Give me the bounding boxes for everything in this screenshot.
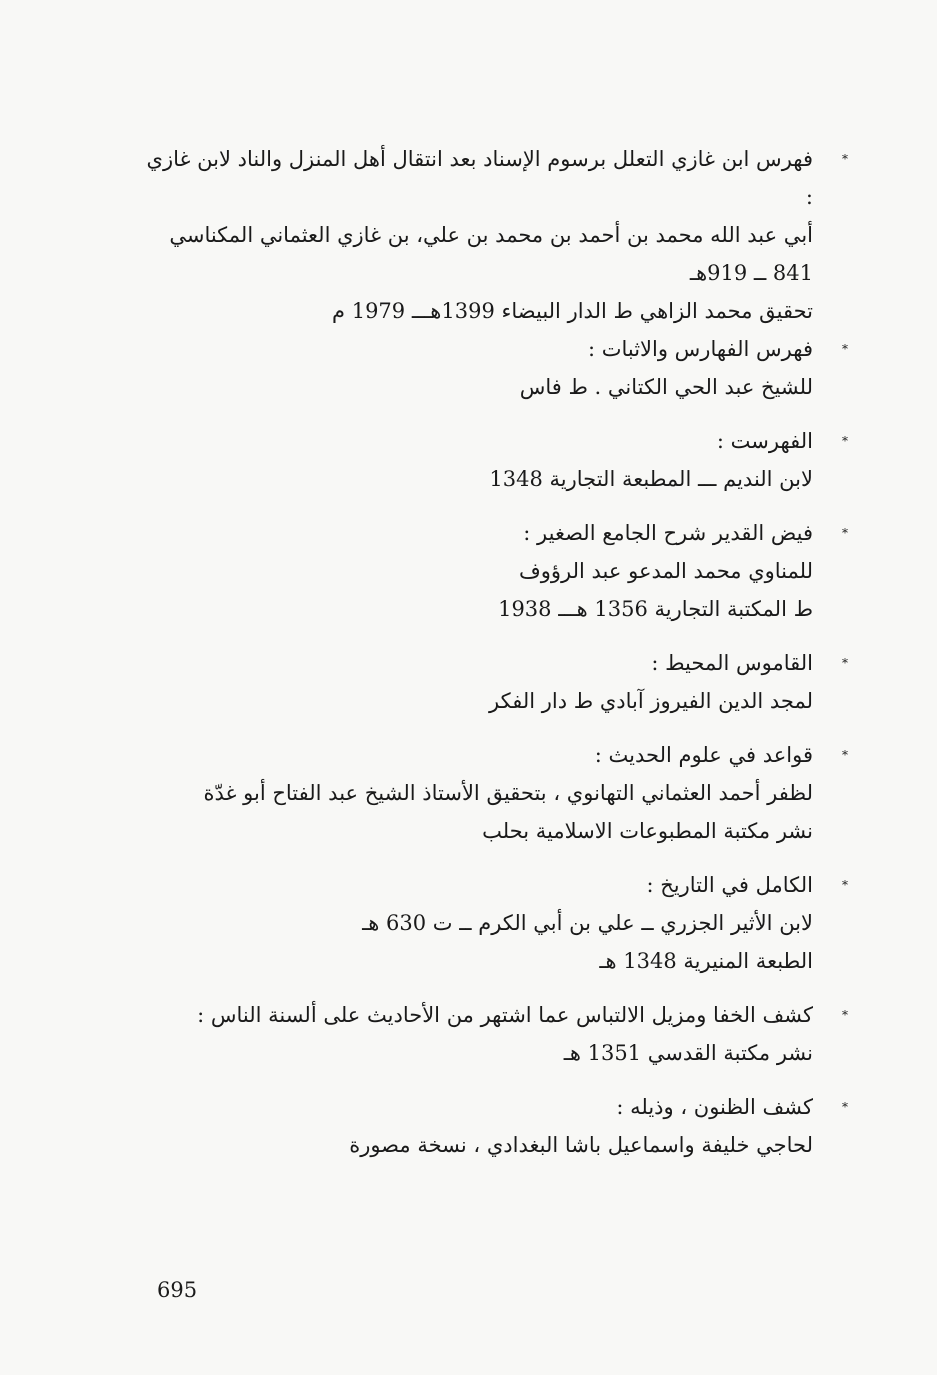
bullet-icon: * bbox=[842, 748, 848, 762]
entry-line: لظفر أحمد العثماني التهانوي ، بتحقيق الأستاذ الشيخ عبد الفتاح أبو غدّة bbox=[203, 781, 813, 805]
entry-line: الطبعة المنيرية 1348 هـ bbox=[599, 949, 813, 973]
entry-line: أبي عبد الله محمد بن أحمد بن محمد بن علي، بن غازي العثماني المكناسي bbox=[169, 223, 813, 247]
entry-line: لابن الأثير الجزري ــ علي بن أبي الكرم ــ ت 630 هـ bbox=[362, 911, 813, 935]
entry-line: للمناوي محمد المدعو عبد الرؤوف bbox=[518, 559, 813, 583]
bibliography-entry bbox=[141, 330, 848, 406]
bullet-icon: * bbox=[842, 1100, 848, 1114]
entry-title: كشف الخفا ومزيل الالتباس عما اشتهر من الأحاديث على ألسنة الناس : bbox=[197, 1003, 813, 1027]
bibliography-list bbox=[141, 140, 848, 1164]
entry-line: تحقيق محمد الزاهي ط الدار البيضاء 1399هـــ 1979 م bbox=[332, 299, 813, 323]
bullet-icon: * bbox=[842, 656, 848, 670]
bibliography-entry bbox=[141, 866, 848, 980]
bibliography-entry bbox=[141, 996, 848, 1072]
entry-title: قواعد في علوم الحديث : bbox=[594, 743, 813, 767]
entry-title: الكامل في التاريخ : bbox=[646, 873, 813, 897]
entry-line: ط المكتبة التجارية 1356 هـــ 1938 bbox=[498, 597, 813, 621]
entry-line: نشر مكتبة القدسي 1351 هـ bbox=[563, 1041, 813, 1065]
bullet-icon: * bbox=[842, 1008, 848, 1022]
bibliography-entry bbox=[141, 514, 848, 628]
entry-title: الفهرست : bbox=[716, 429, 813, 453]
entry-title: كشف الظنون ، وذيله : bbox=[616, 1095, 813, 1119]
entry-title: القاموس المحيط : bbox=[651, 651, 813, 675]
entry-line: لمجد الدين الفيروز آبادي ط دار الفكر bbox=[489, 689, 813, 713]
entry-title: فيض القدير شرح الجامع الصغير : bbox=[523, 521, 813, 545]
bullet-icon: * bbox=[842, 526, 848, 540]
bullet-icon: * bbox=[842, 434, 848, 448]
bibliography-entry bbox=[141, 422, 848, 498]
bibliography-entry bbox=[141, 1088, 848, 1164]
page-number: 695 bbox=[157, 1278, 198, 1302]
bibliography-entry bbox=[141, 644, 848, 720]
bullet-icon: * bbox=[842, 878, 848, 892]
entry-title: فهرس الفهارس والاثبات : bbox=[587, 337, 813, 361]
entry-line: لحاجي خليفة واسماعيل باشا البغدادي ، نسخة مصورة bbox=[349, 1133, 813, 1157]
entry-line: لابن النديم ـــ المطبعة التجارية 1348 bbox=[489, 467, 813, 491]
entry-line: نشر مكتبة المطبوعات الاسلامية بحلب bbox=[482, 819, 813, 843]
entry-title: فهرس ابن غازي التعلل برسوم الإسناد بعد انتقال أهل المنزل والناد لابن غازي : bbox=[146, 147, 813, 209]
bullet-icon: * bbox=[842, 152, 848, 166]
entry-line: 841 ــ 919هـ bbox=[689, 261, 813, 285]
bibliography-entry bbox=[141, 736, 848, 850]
bibliography-entry bbox=[141, 140, 848, 330]
bullet-icon: * bbox=[842, 342, 848, 356]
entry-line: للشيخ عبد الحي الكتاني . ط فاس bbox=[519, 375, 813, 399]
